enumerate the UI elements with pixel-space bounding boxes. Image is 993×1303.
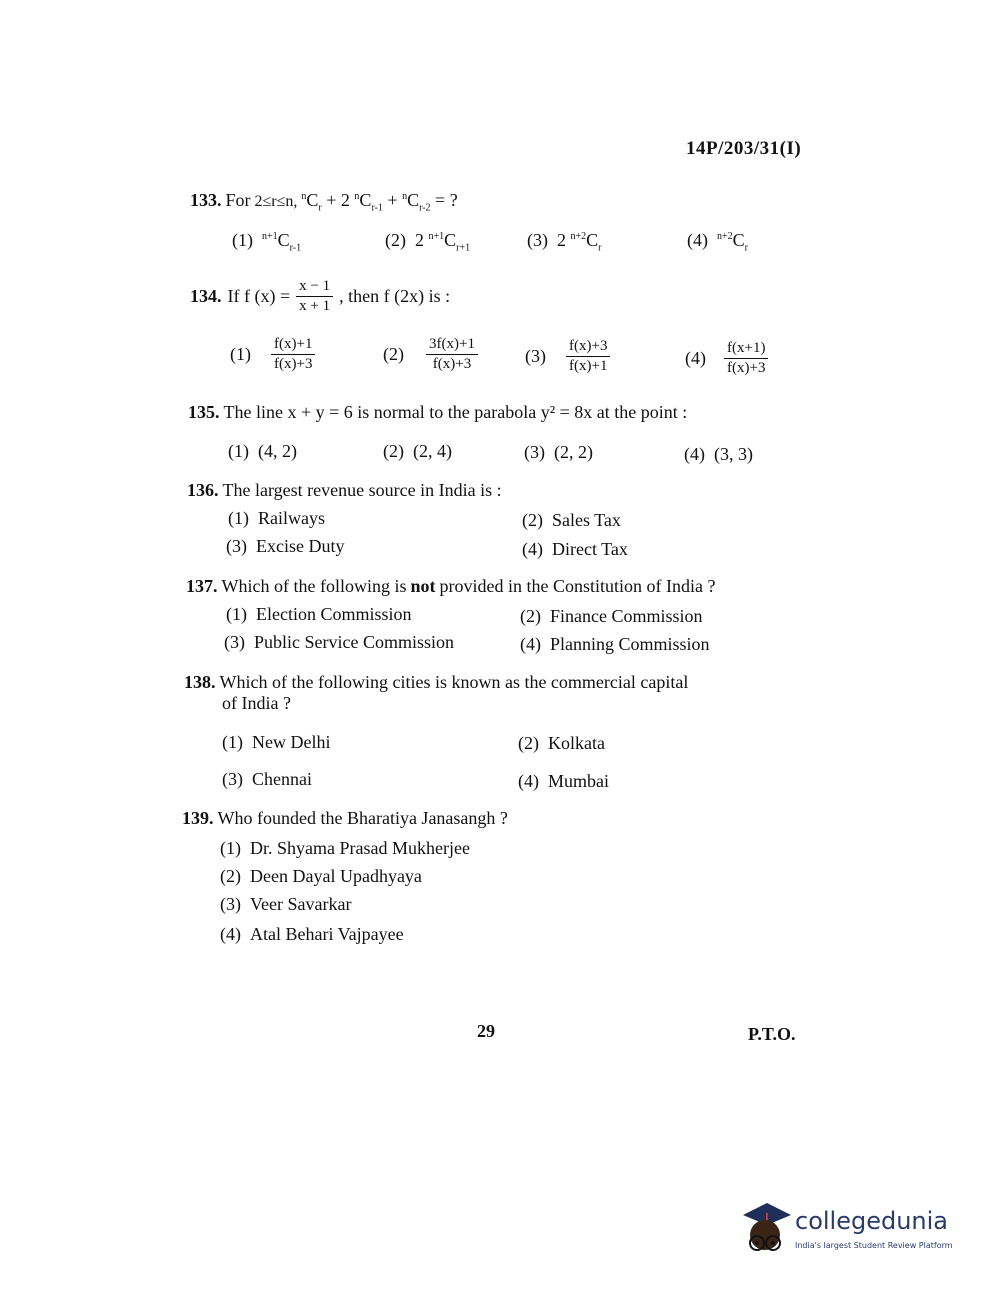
option-133-1[interactable]: (1) $^{n+1}C_{r-1}$ [232, 230, 302, 254]
option-139-4[interactable]: (4) Atal Behari Vajpayee [220, 924, 404, 944]
option-137-3[interactable]: (3) Public Service Commission [224, 632, 454, 652]
question-138-line2: of India ? [222, 693, 291, 713]
question-134 [190, 278, 450, 314]
option-138-4[interactable]: (4) Mumbai [518, 771, 609, 791]
pto-label: P.T.O. [748, 1024, 796, 1044]
question-139 [182, 808, 508, 829]
option-135-4[interactable]: (4) (3, 3) [684, 444, 753, 464]
option-136-3[interactable]: (3) Excise Duty [226, 536, 345, 556]
question-135 [188, 402, 687, 423]
option-139-2[interactable]: (2) Deen Dayal Upadhyaya [220, 866, 422, 886]
option-135-1[interactable]: (1) (4, 2) [228, 441, 297, 461]
mascot-logo-icon [737, 1197, 793, 1261]
option-137-2[interactable]: (2) Finance Commission [520, 606, 703, 626]
question-text-for: For [225, 190, 251, 210]
option-134-4[interactable]: (4) $\frac{f(x+1)}{f(x)+3}$ [685, 340, 768, 376]
option-139-3[interactable]: (3) Veer Savarkar [220, 894, 352, 914]
option-135-2[interactable]: (2) (2, 4) [383, 441, 452, 461]
question-text: Who founded the Bharatiya Janasangh ? [217, 808, 508, 828]
question-number: 134. [190, 285, 222, 306]
question-text: The line x + y = 6 is normal to the parabola y² = 8x at the point : [223, 402, 688, 422]
option-133-2[interactable]: (2) 2 $^{n+1}C_{r+1}$ [385, 230, 471, 254]
question-expression: $^nC_r + 2$ $^nC_{r-1} + ^nC_{r-2}$ = ? [301, 190, 458, 214]
option-133-3[interactable]: (3) 2 $^{n+2}C_r$ [527, 230, 602, 254]
option-138-2[interactable]: (2) Kolkata [518, 733, 605, 753]
question-condition: 2≤r≤n, [254, 193, 298, 210]
question-number: 138. [184, 672, 216, 692]
question-text-not: not [410, 576, 436, 596]
option-137-4[interactable]: (4) Planning Commission [520, 634, 710, 654]
option-136-2[interactable]: (2) Sales Tax [522, 510, 621, 530]
question-number: 139. [182, 808, 214, 828]
question-number: 133. [190, 190, 222, 210]
given-fraction: $\frac{x - 1}{x + 1}$ [296, 278, 333, 314]
question-text-prefix: If f (x) = [227, 285, 291, 306]
option-137-1[interactable]: (1) Election Commission [226, 604, 412, 624]
option-138-1[interactable]: (1) New Delhi [222, 732, 331, 752]
question-138 [184, 672, 688, 693]
question-text-a: Which of the following is [221, 576, 407, 596]
question-136 [187, 480, 502, 501]
option-138-3[interactable]: (3) Chennai [222, 769, 312, 789]
brand-tagline: India's largest Student Review Platform [795, 1241, 953, 1250]
question-number: 136. [187, 480, 219, 500]
question-text: The largest revenue source in India is : [222, 480, 502, 500]
question-text-line1: Which of the following cities is known as the commercial capital [219, 672, 689, 692]
option-133-4[interactable]: (4) $^{n+2}C_r$ [687, 230, 748, 254]
option-135-3[interactable]: (3) (2, 2) [524, 442, 593, 462]
question-137 [186, 576, 715, 597]
option-139-1[interactable]: (1) Dr. Shyama Prasad Mukherjee [220, 838, 470, 858]
question-number: 137. [186, 576, 218, 596]
brand-name: collegedunia [795, 1207, 949, 1235]
collegedunia-watermark [737, 1197, 967, 1267]
question-133 [190, 190, 458, 214]
option-136-1[interactable]: (1) Railways [228, 508, 325, 528]
question-text-b: provided in the Constitution of India ? [439, 576, 716, 596]
option-134-1[interactable]: (1) $\frac{f(x)+1}{f(x)+3}$ [230, 336, 315, 372]
question-text-suffix: , then f (2x) is : [339, 285, 451, 306]
question-number: 135. [188, 402, 220, 422]
page-number: 29 [477, 1021, 495, 1041]
option-134-3[interactable]: (3) $\frac{f(x)+3}{f(x)+1}$ [525, 338, 610, 374]
paper-code: 14P/203/31(I) [686, 138, 802, 159]
option-134-2[interactable]: (2) $\frac{3f(x)+1}{f(x)+3}$ [383, 336, 478, 372]
option-136-4[interactable]: (4) Direct Tax [522, 539, 628, 559]
